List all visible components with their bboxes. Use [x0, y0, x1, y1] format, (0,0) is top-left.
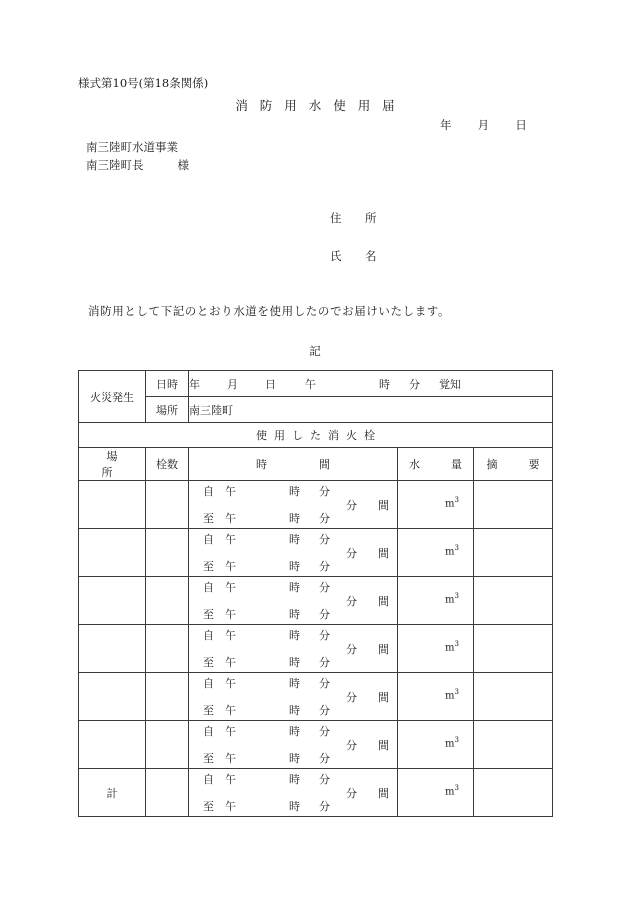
addressee-title-row: [86, 157, 189, 173]
row-duration: 分 間: [346, 739, 389, 752]
fire-location-value[interactable]: 南三陸町: [189, 397, 553, 423]
fire-location-row: [79, 397, 553, 423]
water-unit-label: $m^3$: [445, 496, 459, 510]
row-time-cell[interactable]: [189, 529, 398, 577]
row-time-to: 至 午 時 分: [203, 800, 330, 813]
row-count-input[interactable]: [146, 481, 189, 529]
addressee-organization: 南三陸町水道事業: [86, 140, 178, 154]
row-water-cell[interactable]: [398, 481, 474, 529]
date-month-label: 月: [477, 118, 490, 132]
row-count-input[interactable]: [146, 625, 189, 673]
table-row: [79, 577, 553, 625]
row-place-input[interactable]: [79, 673, 146, 721]
column-header-water: 水 量: [398, 448, 474, 481]
row-time-to: 至 午 時 分: [203, 512, 330, 525]
row-duration: 分 間: [346, 643, 389, 656]
row-time-cell[interactable]: [189, 577, 398, 625]
table-row: [79, 721, 553, 769]
form-number: 様式第10号(第18条関係): [78, 76, 209, 90]
hydrant-band-label: 使用した消火栓: [79, 423, 553, 448]
water-unit-label: $m^3$: [445, 640, 459, 654]
row-time-from: 自 午 時 分: [203, 677, 330, 690]
fire-section-label: 火災発生: [79, 371, 146, 423]
row-time-from: 自 午 時 分: [203, 629, 330, 642]
row-time-cell[interactable]: [189, 769, 398, 817]
water-unit-label: $m^3$: [445, 736, 459, 750]
row-time-cell[interactable]: [189, 721, 398, 769]
recipient-address-row: [0, 210, 630, 226]
row-total-label: 計: [79, 769, 146, 817]
hydrant-band-row: [79, 423, 553, 448]
body-statement: 消防用として下記のとおり水道を使用したのでお届けいたします。: [88, 304, 451, 318]
usage-report-table: [78, 370, 553, 817]
row-duration: 分 間: [346, 787, 389, 800]
row-duration: 分 間: [346, 547, 389, 560]
table-row: [79, 529, 553, 577]
row-duration: 分 間: [346, 499, 389, 512]
fire-year-label: 年: [189, 377, 200, 391]
row-count-input[interactable]: [146, 721, 189, 769]
row-count-input[interactable]: [146, 673, 189, 721]
water-unit-label: $m^3$: [445, 784, 459, 798]
row-note-input[interactable]: [474, 529, 553, 577]
recipient-name-label: 氏 名: [330, 249, 383, 263]
row-note-input[interactable]: [474, 481, 553, 529]
table-row: [79, 769, 553, 817]
date-line: [0, 117, 630, 133]
row-note-input[interactable]: [474, 769, 553, 817]
fire-datetime-row: [79, 371, 553, 397]
location-label: 場所: [146, 397, 189, 423]
table-row: [79, 481, 553, 529]
recipient-name-row: [0, 248, 630, 264]
row-place-input[interactable]: [79, 481, 146, 529]
row-water-cell[interactable]: [398, 769, 474, 817]
row-time-from: 自 午 時 分: [203, 533, 330, 546]
row-time-cell[interactable]: [189, 673, 398, 721]
row-time-to: 至 午 時 分: [203, 656, 330, 669]
recipient-address-label: 住 所: [330, 211, 383, 225]
fire-month-label: 月: [227, 377, 238, 391]
fire-datetime-field[interactable]: [189, 371, 553, 397]
row-time-from: 自 午 時 分: [203, 725, 330, 738]
column-header-place: 場 所: [79, 448, 146, 481]
row-water-cell[interactable]: [398, 625, 474, 673]
column-header-time: 時 間: [189, 448, 398, 481]
row-water-cell[interactable]: [398, 721, 474, 769]
date-year-label: 年: [440, 118, 452, 132]
row-place-input[interactable]: [79, 721, 146, 769]
row-time-cell[interactable]: [189, 625, 398, 673]
fire-minute-label: 分: [409, 377, 420, 391]
row-water-cell[interactable]: [398, 673, 474, 721]
row-time-to: 至 午 時 分: [203, 752, 330, 765]
row-count-input[interactable]: [146, 529, 189, 577]
row-time-to: 至 午 時 分: [203, 704, 330, 717]
fire-ampm-label: 午: [305, 377, 316, 391]
column-header-note: 摘 要: [474, 448, 553, 481]
row-place-input[interactable]: [79, 529, 146, 577]
row-count-input[interactable]: [146, 769, 189, 817]
row-note-input[interactable]: [474, 577, 553, 625]
row-duration: 分 間: [346, 691, 389, 704]
fire-notice-label: 覚知: [439, 377, 461, 391]
date-day-label: 日: [515, 118, 527, 132]
row-duration: 分 間: [346, 595, 389, 608]
row-time-from: 自 午 時 分: [203, 773, 330, 786]
row-water-cell[interactable]: [398, 529, 474, 577]
column-header-row: [79, 448, 553, 481]
row-water-cell[interactable]: [398, 577, 474, 625]
fire-hour-label: 時: [379, 377, 390, 391]
row-time-to: 至 午 時 分: [203, 560, 330, 573]
document-title: 消 防 用 水 使 用 届: [235, 98, 399, 113]
water-unit-label: $m^3$: [445, 544, 459, 558]
row-note-input[interactable]: [474, 721, 553, 769]
fire-day-label: 日: [265, 377, 276, 391]
recipient-block: [0, 210, 630, 286]
datetime-label: 日時: [146, 371, 189, 397]
row-time-from: 自 午 時 分: [203, 485, 330, 498]
row-time-cell[interactable]: [189, 481, 398, 529]
table-row: [79, 673, 553, 721]
ki-mark: 記: [309, 344, 321, 358]
row-time-to: 至 午 時 分: [203, 608, 330, 621]
water-unit-label: $m^3$: [445, 592, 459, 606]
water-unit-label: $m^3$: [445, 688, 459, 702]
column-header-count: 栓数: [146, 448, 189, 481]
row-count-input[interactable]: [146, 577, 189, 625]
table-row: [79, 625, 553, 673]
row-place-input[interactable]: [79, 625, 146, 673]
row-place-input[interactable]: [79, 577, 146, 625]
row-note-input[interactable]: [474, 673, 553, 721]
addressee-honorific: 様: [177, 158, 189, 172]
row-note-input[interactable]: [474, 625, 553, 673]
row-time-from: 自 午 時 分: [203, 581, 330, 594]
addressee-title: 南三陸町長: [86, 158, 144, 172]
